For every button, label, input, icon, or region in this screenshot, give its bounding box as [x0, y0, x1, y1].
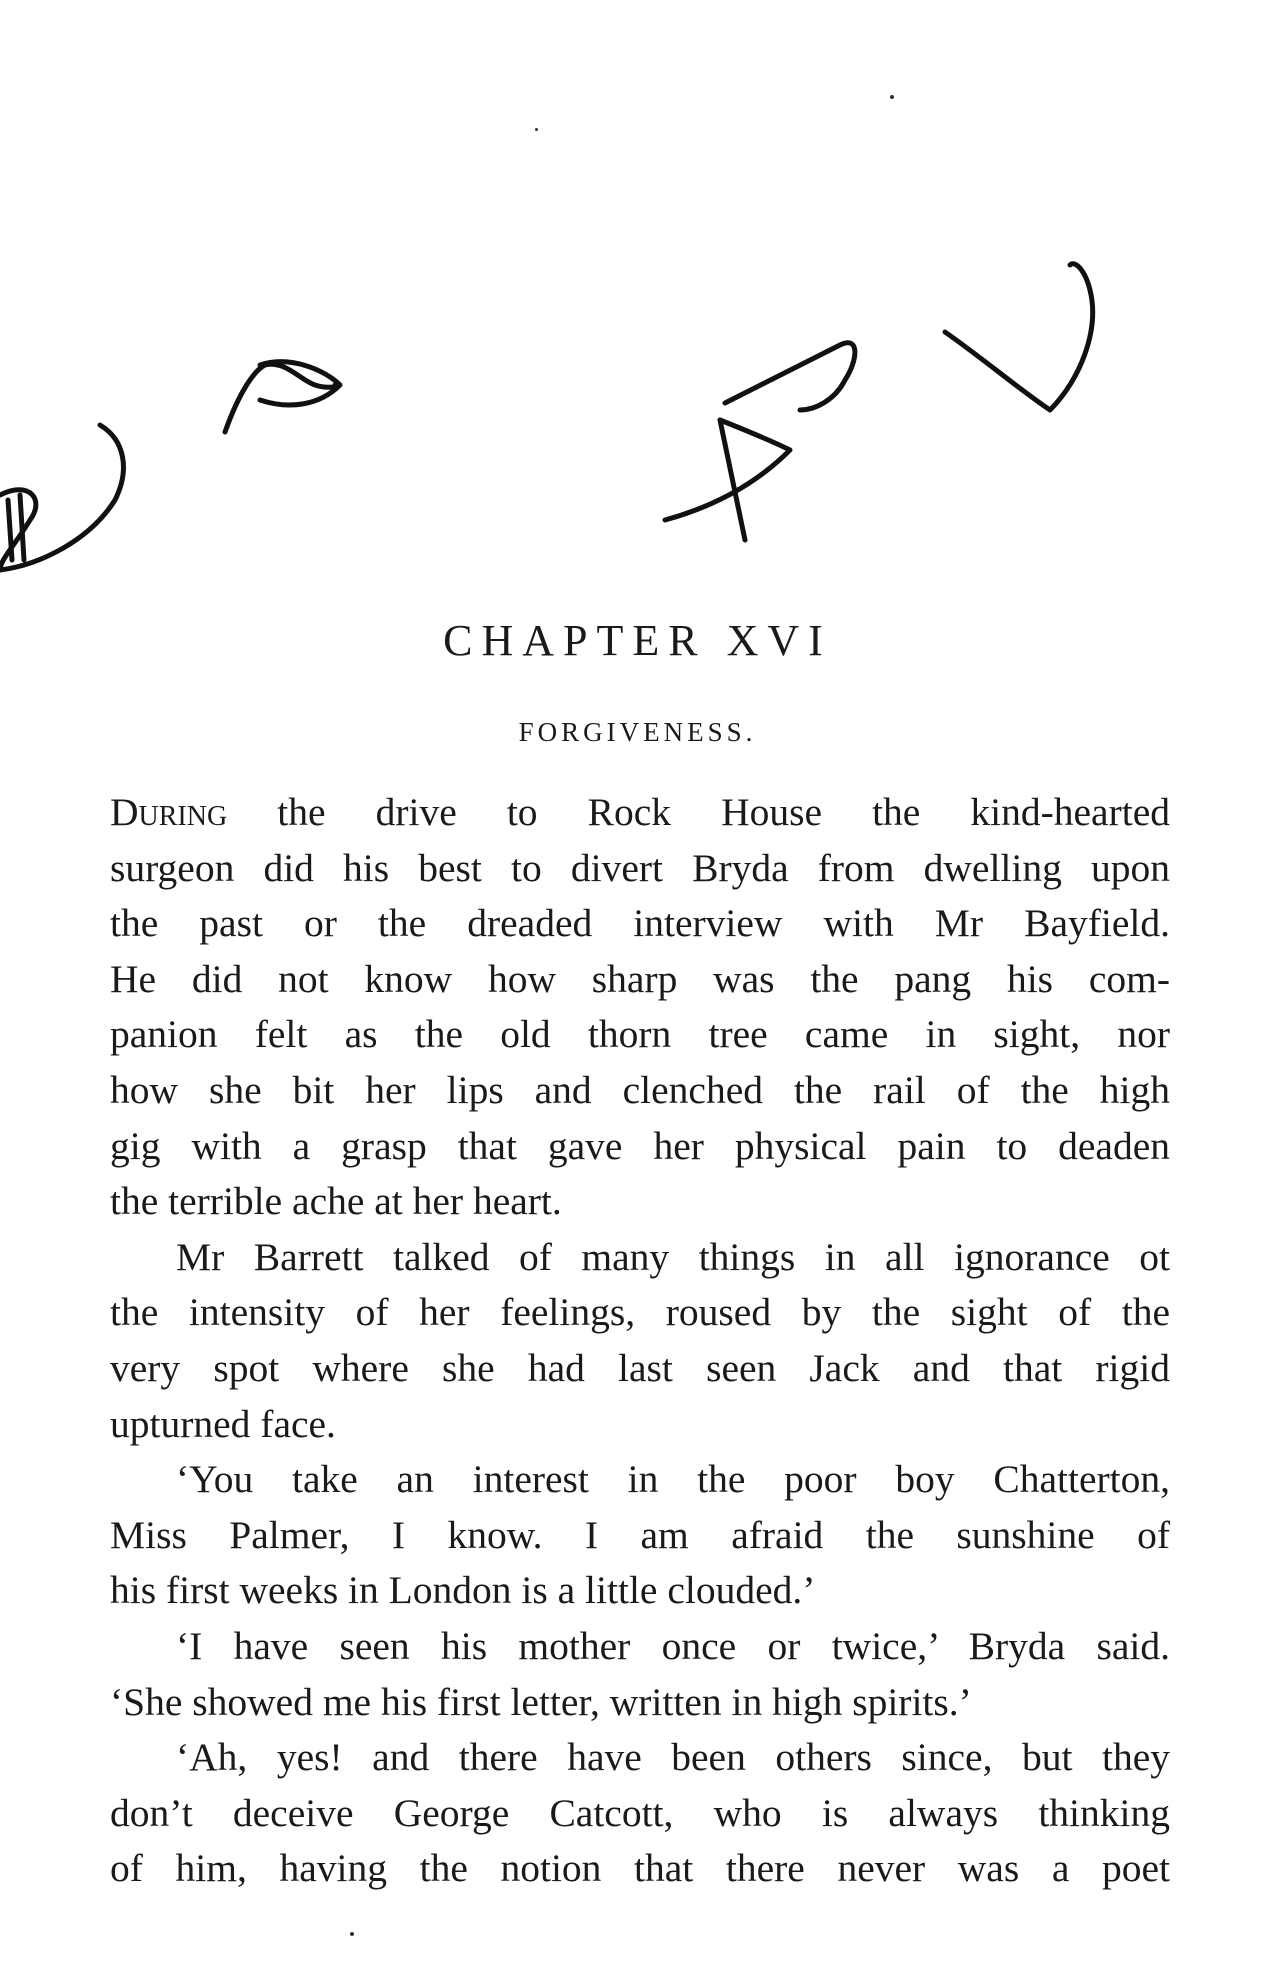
text-line: ‘I have seen his mother once or twice,’ Bryda said. [176, 1623, 1170, 1668]
text-line: of him, having the notion that there never was a poet [110, 1846, 1170, 1891]
scribble-left-2 [8, 500, 12, 560]
text-line: gig with a grasp that gave her physical pain to deaden [110, 1123, 1170, 1168]
scribble-middle-3 [720, 420, 745, 540]
chapter-title: CHAPTER XVI [443, 616, 832, 665]
text-line: He did not know how sharp was the pang his com- [110, 956, 1170, 1001]
text-line: the terrible ache at her heart. [110, 1179, 562, 1224]
text-line: During the drive to Rock House the kind-hearted [110, 790, 1171, 834]
text-line: ‘Ah, yes! and there have been others since, but they [176, 1735, 1170, 1780]
paragraph [110, 785, 1170, 1230]
paragraph [110, 1452, 1170, 1619]
scribble-tilde-2 [260, 362, 340, 405]
speck [535, 128, 538, 131]
scribble-middle-2 [665, 420, 790, 520]
chapter-subtitle: FORGIVENESS. [518, 717, 757, 747]
text-line: upturned face. [110, 1401, 336, 1446]
text-line: Mr Barrett talked of many things in all ignorance ot [176, 1234, 1170, 1279]
text-line: ‘You take an interest in the poor boy Chatterton, [176, 1457, 1170, 1502]
paragraph [110, 1230, 1170, 1452]
paragraph [110, 1730, 1170, 1897]
text-line: don’t deceive George Catcott, who is always thinking [110, 1790, 1170, 1835]
text-line: panion felt as the old thorn tree came in sight, nor [110, 1012, 1170, 1057]
handwritten-scribble [0, 0, 1275, 620]
text-line: how she bit her lips and clenched the rail of the high [110, 1067, 1170, 1112]
scribble-right [945, 264, 1093, 410]
body-text [110, 785, 1170, 1897]
text-line: very spot where she had last seen Jack and that rigid [110, 1345, 1170, 1390]
scribble-left-3 [20, 495, 24, 560]
scribble-tilde [225, 364, 338, 432]
text-line: ‘She showed me his first letter, written in high spirits.’ [110, 1679, 972, 1724]
scribble-left [0, 425, 123, 570]
text-line: surgeon did his best to divert Bryda from dwelling upon [110, 845, 1170, 890]
text-line: his first weeks in London is a little clouded.’ [110, 1568, 816, 1613]
text-line: the past or the dreaded interview with Mr Bayfield. [110, 901, 1170, 946]
scribble-middle [725, 343, 855, 410]
speck [350, 1932, 354, 1936]
text-line: Miss Palmer, I know. I am afraid the sunshine of [110, 1512, 1170, 1557]
drop-word: During [110, 790, 228, 834]
speck [890, 95, 894, 99]
text-line: the intensity of her feelings, roused by the sight of the [110, 1290, 1170, 1335]
paragraph [110, 1619, 1170, 1730]
